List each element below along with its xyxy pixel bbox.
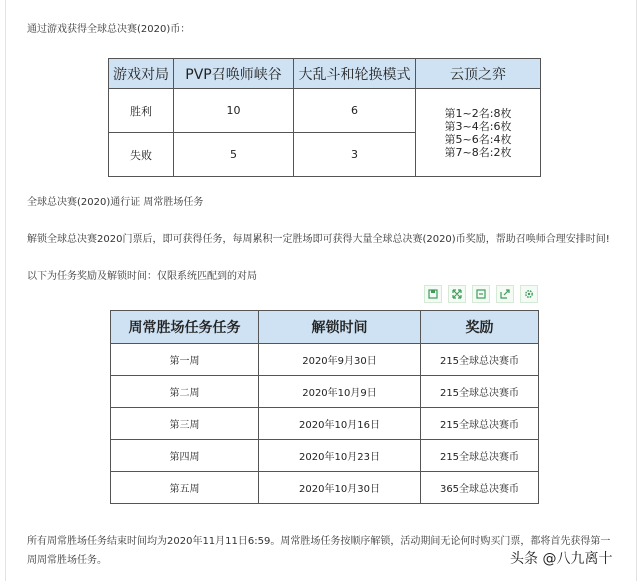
table-row xyxy=(111,376,539,408)
reward-cell: 365全球总决赛币 xyxy=(421,472,539,504)
table-cell: 10 xyxy=(174,89,294,133)
intro-text: 通过游戏获得全球总决赛(2020)币： xyxy=(27,24,191,35)
week-cell: 第一周 xyxy=(111,344,259,376)
table-row xyxy=(109,89,541,133)
table-cell: 5 xyxy=(174,133,294,177)
header-cell: 解锁时间 xyxy=(259,311,421,344)
table-cell: 6 xyxy=(294,89,416,133)
week-cell: 第四周 xyxy=(111,440,259,472)
table-row xyxy=(111,408,539,440)
weekly-table-header xyxy=(111,311,539,344)
watermark: 头条 @八九离十 xyxy=(510,551,613,567)
date-cell: 2020年10月16日 xyxy=(259,408,421,440)
footer-text-line1: 所有周常胜场任务结束时间均为2020年11月11日6:59。周常胜场任务按顺序解锁，活动期间无论何时购买门票，都将首先获得第一 xyxy=(27,536,611,547)
download-icon[interactable] xyxy=(472,285,490,303)
pass-title: 全球总决赛(2020)通行证 周常胜场任务 xyxy=(27,197,204,208)
row-label: 胜利 xyxy=(109,89,174,133)
header-cell: 游戏对局 xyxy=(109,59,174,89)
date-cell: 2020年9月30日 xyxy=(259,344,421,376)
date-cell: 2020年10月30日 xyxy=(259,472,421,504)
table-row xyxy=(111,440,539,472)
coin-table xyxy=(108,58,541,177)
reward-cell: 215全球总决赛币 xyxy=(421,408,539,440)
week-cell: 第三周 xyxy=(111,408,259,440)
pass-description: 解锁全球总决赛2020门票后，即可获得任务，每周累积一定胜场即可获得大量全球总决赛(2020)币奖励，帮助召唤师合理安排时间! xyxy=(27,234,610,245)
header-cell: 奖励 xyxy=(421,311,539,344)
week-cell: 第二周 xyxy=(111,376,259,408)
table-cell: 3 xyxy=(294,133,416,177)
footer-text-line2: 周周常胜场任务。 xyxy=(27,555,107,566)
table-toolbar xyxy=(424,285,544,303)
row-label: 失败 xyxy=(109,133,174,177)
header-cell: 云顶之弈 xyxy=(416,59,541,89)
schedule-intro: 以下为任务奖励及解锁时间：仅限系统匹配到的对局 xyxy=(27,271,257,282)
tft-line: 第5~6名:4枚 xyxy=(444,132,512,146)
weekly-task-table xyxy=(110,310,539,504)
coin-table-header xyxy=(109,59,541,89)
expand-icon[interactable] xyxy=(448,285,466,303)
tft-line: 第7~8名:2枚 xyxy=(444,145,512,159)
settings-icon[interactable] xyxy=(520,285,538,303)
tft-line: 第1~2名:8枚 xyxy=(444,106,512,120)
save-icon[interactable] xyxy=(424,285,442,303)
date-cell: 2020年10月9日 xyxy=(259,376,421,408)
header-cell: 大乱斗和轮换模式 xyxy=(294,59,416,89)
header-cell: 周常胜场任务任务 xyxy=(111,311,259,344)
reward-cell: 215全球总决赛币 xyxy=(421,376,539,408)
header-cell: PVP召唤师峡谷 xyxy=(174,59,294,89)
tft-line: 第3~4名:6枚 xyxy=(444,119,512,133)
share-icon[interactable] xyxy=(496,285,514,303)
table-row xyxy=(111,472,539,504)
date-cell: 2020年10月23日 xyxy=(259,440,421,472)
reward-cell: 215全球总决赛币 xyxy=(421,440,539,472)
week-cell: 第五周 xyxy=(111,472,259,504)
table-row xyxy=(111,344,539,376)
reward-cell: 215全球总决赛币 xyxy=(421,344,539,376)
tft-reward-cell xyxy=(416,89,541,177)
